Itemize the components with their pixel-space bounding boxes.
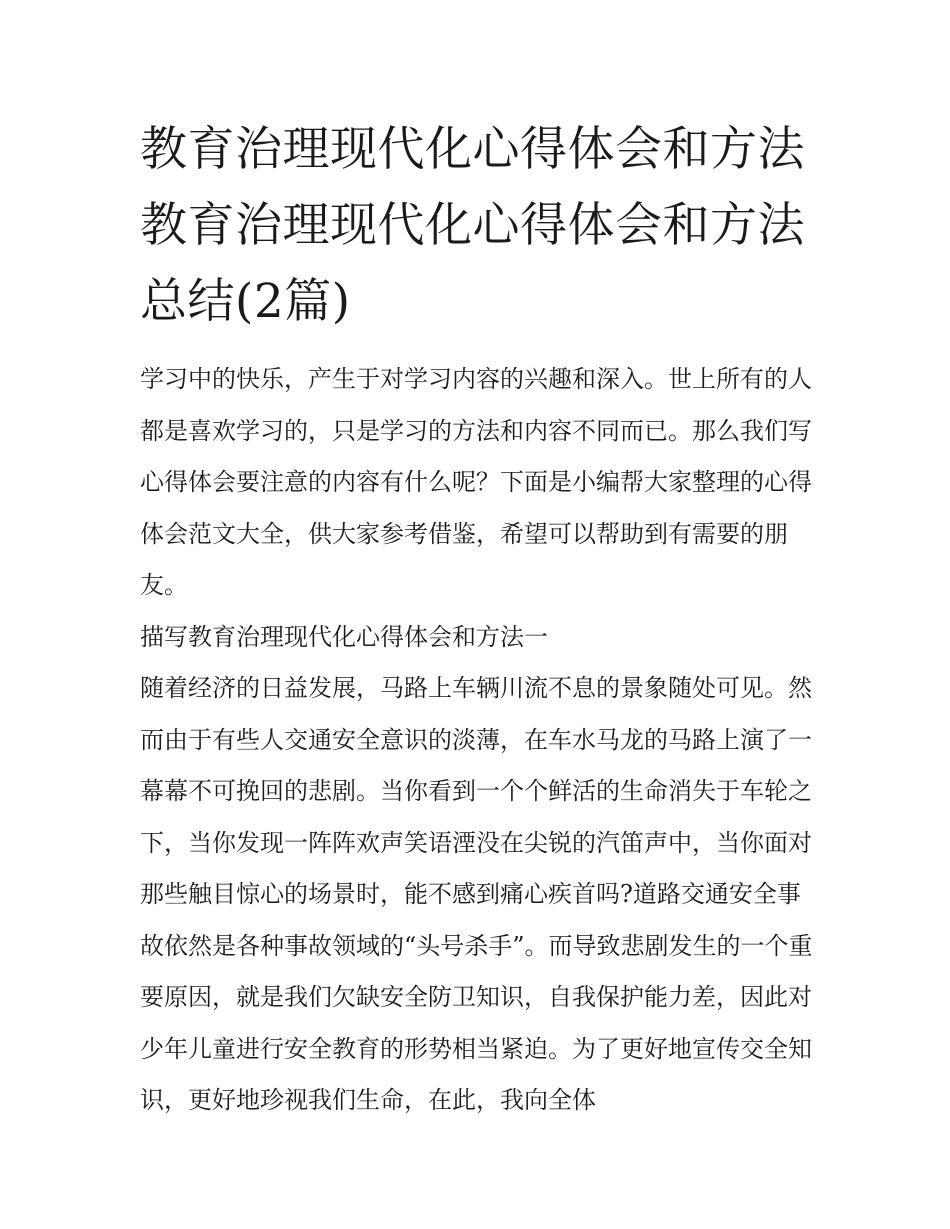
document-title: 教育治理现代化心得体会和方法 教育治理现代化心得体会和方法总结(2篇) [140,122,805,329]
intro-paragraph: 学习中的快乐，产生于对学习内容的兴趣和深入。世上所有的人都是喜欢学习的，只是学习的方法和内容不同而已。那么我们写心得体会要注意的内容有什么呢？下面是小编帮大家整理的心得体会范文大全，供大家参考借鉴，希望可以帮助到有需要的朋友。 [140,365,812,599]
section-body-paragraph: 随着经济的日益发展，马路上车辆川流不息的景象随处可见。然而由于有些人交通安全意识的淡薄，在车水马龙的马路上演了一幕幕不可挽回的悲剧。当你看到一个个鲜活的生命消失于车轮之下，当你发现一阵阵欢声笑语湮没在尖锐的汽笛声中，当你面对那些触目惊心的场景时，能不感到痛心疾首吗?道路交通安全事故依然是各种事故领域的“头号杀手”。而导致悲剧发生的一个重要原因，就是我们欠缺安全防卫知识，自我保护能力差，因此对少年儿童进行安全教育的形势相当紧迫。为了更好地宣传交全知识，更好地珍视我们生命，在此，我向全体 [140,674,813,1114]
section-heading: 描写教育治理现代化心得体会和方法一 [140,622,548,651]
document-page [140,112,820,1127]
